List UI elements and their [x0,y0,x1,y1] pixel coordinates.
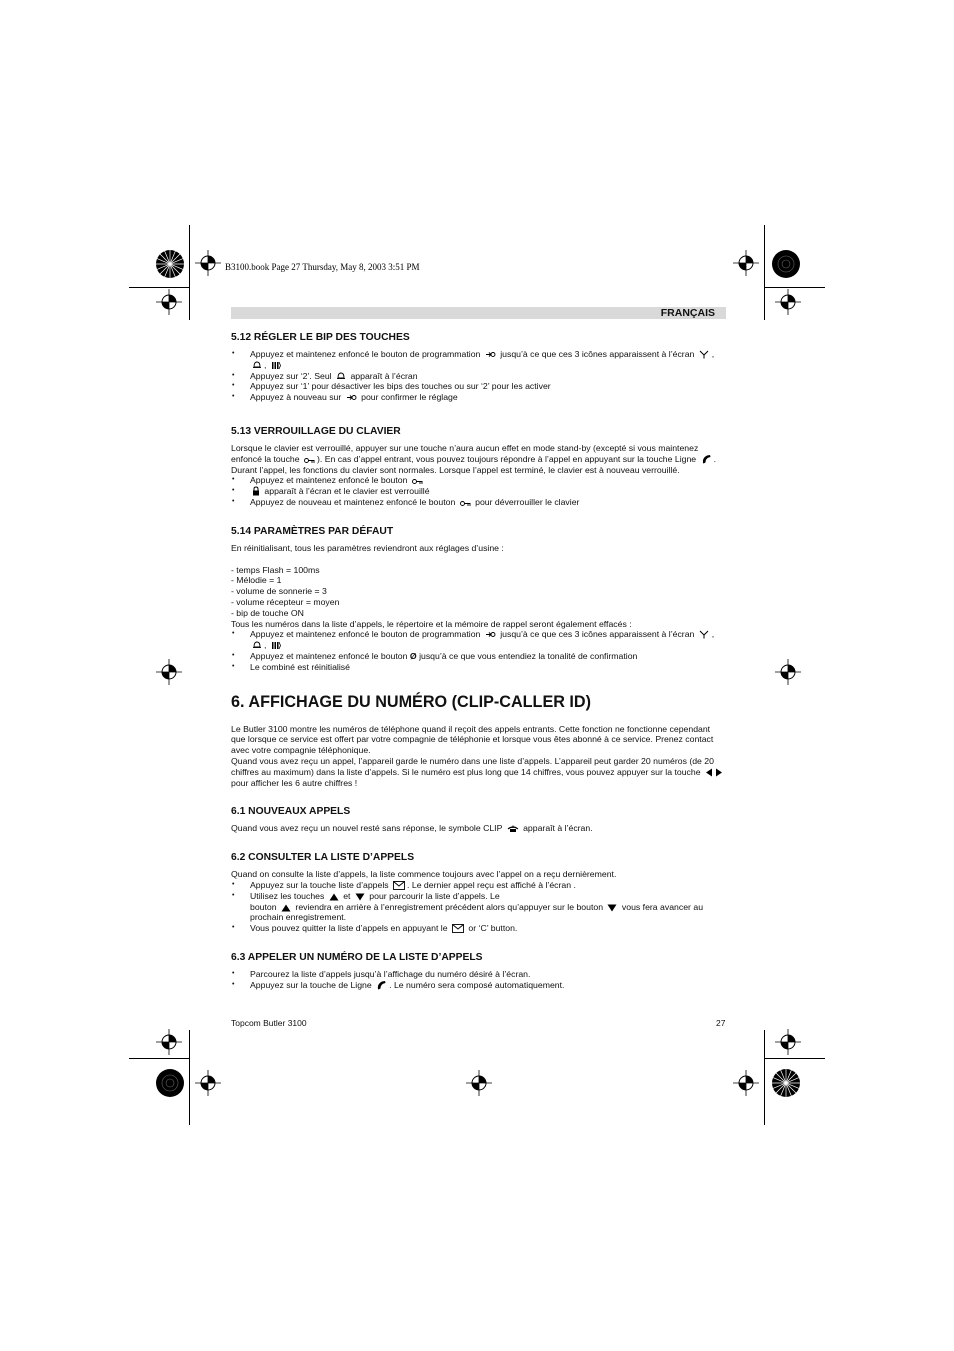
antenna-icon [699,630,710,639]
registration-target-icon [195,250,221,276]
list-item: • Appuyez de nouveau et maintenez enfoncé le bouton pour déverrouiller le clavier [231,497,726,508]
crop-mark [764,1030,765,1125]
section-title-6-2: 6.2 CONSULTER LA LISTE D’APPELS [231,852,415,864]
color-wheel-icon [155,249,185,279]
program-key-icon [485,630,496,639]
registration-target-icon [775,289,801,315]
paragraph: Quand on consulte la liste d’appels, la liste commence toujours avec l’appel on a reçu dernièrement. [231,869,617,880]
footer-product: Topcom Butler 3100 [231,1018,307,1028]
language-label: FRANÇAIS [660,307,715,319]
paragraph: Quand vous avez reçu un appel, l’appareil garde le numéro dans une liste d’appels. L’appareil peut garder 20 numéros (de 20 chiffres au maximum) dans la liste d’appels. Si le numéro est plus long que 14 chiffres, vous pouvez appuyer sur la touche pour afficher les 6 autre chiffres ! [231,756,726,788]
default-setting: - bip de touche ON [231,607,304,618]
phone-line-icon [701,454,712,464]
crop-mark [765,1058,825,1059]
registration-target-icon [733,250,759,276]
list-5-13 [231,475,726,507]
book-info: B3100.book Page 27 Thursday, May 8, 2003 3:51 PM [225,262,420,272]
crop-mark [189,1030,190,1125]
program-key-icon [485,350,496,359]
list-item: • Appuyez et maintenez enfoncé le bouton Ø jusqu’à ce que vous entendiez la tonalité de confirmation [231,651,726,662]
crop-mark [129,287,189,288]
list-item: • Appuyez et maintenez enfoncé le bouton de programmation jusqu’à ce que ces 3 icônes apparaissent à l’écran , , [231,349,726,371]
crop-mark [189,225,190,320]
padlock-icon [252,486,260,496]
page-content [231,320,726,990]
list-item: • Appuyez sur la touche de Ligne . Le numéro sera composé automatiquement. [231,980,726,991]
registration-target-icon [195,1070,221,1096]
color-wheel-icon [771,1068,801,1098]
down-arrow-icon [355,893,365,901]
list-item: • Appuyez et maintenez enfoncé le bouton [231,475,726,486]
bell-icon [252,360,262,370]
key-lock-icon [304,457,315,464]
default-setting: - volume de sonnerie = 3 [231,586,327,597]
up-arrow-icon [329,893,339,901]
list-item: • Appuyez sur ‘2’. Seul apparaît à l’écran [231,371,726,382]
section-title-6-1: 6.1 NOUVEAUX APPELS [231,806,351,818]
default-setting: - temps Flash = 100ms [231,564,320,575]
list-5-12 [231,349,726,403]
left-right-arrow-icon [705,768,723,777]
key-lock-icon [460,500,471,507]
registration-target-icon [466,1070,492,1096]
list-6-3 [231,969,726,991]
chapter-title-6: 6. AFFICHAGE DU NUMÉRO (CLIP-CALLER ID) [231,692,592,711]
list-item: • Le combiné est réinitialisé [231,662,726,673]
up-arrow-icon [281,904,291,912]
antenna-icon [699,350,710,359]
clear-key-symbol: Ø [409,650,417,661]
envelope-icon [393,881,405,890]
section-title-6-3: 6.3 APPELER UN NUMÉRO DE LA LISTE D’APPELS [231,951,483,963]
envelope-icon [452,924,464,933]
list-item: • Parcourez la liste d’appels jusqu’à l’affichage du numéro désiré à l’écran. [231,969,726,980]
section-title-5-12: 5.12 RÉGLER LE BIP DES TOUCHES [231,332,410,343]
list-item: • Appuyez sur ‘1’ pour désactiver les bips des touches ou sur ‘2’ pour les activer [231,381,726,392]
crop-mark [129,1058,189,1059]
default-setting: - Mélodie = 1 [231,575,282,586]
program-key-icon [346,393,357,402]
list-6-2 [231,880,726,934]
list-5-14 [231,629,726,672]
list-item: • Appuyez sur la touche liste d’appels . Le dernier appel reçu est affiché à l’écran . [231,880,726,891]
key-lock-icon [412,478,423,485]
list-item: • Appuyez à nouveau sur pour confirmer le réglage [231,392,726,403]
bell-icon [252,640,262,650]
color-wheel-icon [771,249,801,279]
registration-target-icon [775,1029,801,1055]
section-title-5-13: 5.13 VERROUILLAGE DU CLAVIER [231,425,401,437]
paragraph: Tous les numéros dans la liste d’appels, le répertoire et la mémoire de rappel seront également effacés : [231,618,632,629]
registration-target-icon [775,659,801,685]
list-item: • Vous pouvez quitter la liste d’appels en appuyant le or ‘C’ button. [231,923,726,934]
clip-symbol-icon [507,825,519,833]
phone-line-icon [376,980,387,990]
paragraph: Quand vous avez reçu un nouvel resté sans réponse, le symbole CLIP apparaît à l’écran. [231,823,593,834]
registration-target-icon [156,1029,182,1055]
registration-target-icon [733,1070,759,1096]
default-setting: - volume récepteur = moyen [231,596,340,607]
crop-mark [765,287,825,288]
paragraph: Lorsque le clavier est verrouillé, appuyer sur une touche n’aura aucun effet en mode stand-by (excepté si vous maintenez enfoncé la touche ). En cas d’appel entrant, vous pouvez toujours répondre à l’appel en appuyant sur la touche Ligne . Durant l’appel, les fonctions du clavier sont normales. Lorsque l’appel est terminé, le clavier est à nouveau verrouillé. [231,442,716,475]
registration-target-icon [156,659,182,685]
battery-icon [271,361,281,370]
down-arrow-icon [607,904,617,912]
crop-mark [764,225,765,320]
list-item: • Appuyez et maintenez enfoncé le bouton de programmation jusqu’à ce que ces 3 icônes apparaissent à l’écran , , [231,629,726,651]
list-item: • Utilisez les touches et pour parcourir la liste d’appels. Le bouton reviendra en arrière à l’enregistrement précédent alors qu’appuyer sur le bouton vous fera avancer au prochain enregistrement. [231,891,726,923]
language-bar [231,307,726,319]
bell-icon [336,371,346,381]
registration-target-icon [156,289,182,315]
list-item: • apparaît à l’écran et le clavier est verrouillé [231,486,726,497]
paragraph: Le Butler 3100 montre les numéros de téléphone quand il reçoit des appels entrants. Cette fonction ne fonctionne cependant que lorsque ce service est offert par votre compagnie de téléphonie et lorsque vous êtes abonné à ce service. Prenez contact avec votre compagnie téléphonique. [231,723,714,756]
section-title-5-14: 5.14 PARAMÈTRES PAR DÉFAUT [231,525,394,537]
battery-icon [271,641,281,650]
footer-page-number: 27 [716,1018,726,1028]
paragraph: En réinitialisant, tous les paramètres reviendront aux réglages d’usine : [231,542,504,553]
color-wheel-icon [155,1068,185,1098]
